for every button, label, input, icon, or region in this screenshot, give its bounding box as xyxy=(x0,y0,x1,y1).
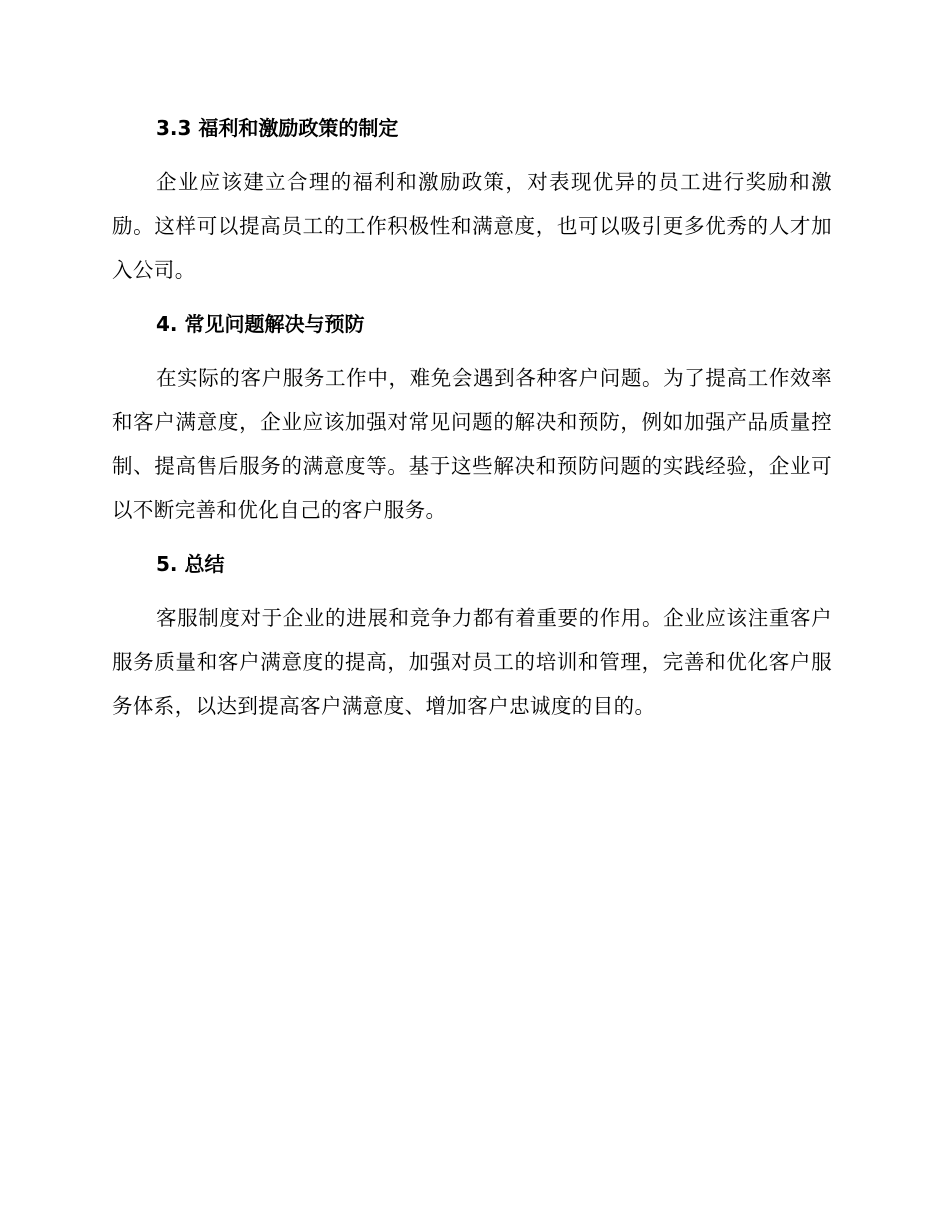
section-heading-benefits: 3.3 福利和激励政策的制定 xyxy=(156,116,399,140)
section-heading-summary: 5. 总结 xyxy=(156,552,225,576)
document-page xyxy=(112,110,832,728)
section-paragraph-problem-solving: 在实际的客户服务工作中，难免会遇到各种客户问题。为了提高工作效率和客户满意度，企业应该加强对常见问题的解决和预防，例如加强产品质量控制、提高售后服务的满意度等。基于这些解决和预防问题的实践经验，企业可以不断完善和优化自己的客户服务。 xyxy=(112,366,832,522)
section-paragraph-benefits: 企业应该建立合理的福利和激励政策，对表现优异的员工进行奖励和激励。这样可以提高员工的工作积极性和满意度，也可以吸引更多优秀的人才加入公司。 xyxy=(112,170,832,282)
section-paragraph-summary: 客服制度对于企业的进展和竞争力都有着重要的作用。企业应该注重客户服务质量和客户满意度的提高，加强对员工的培训和管理，完善和优化客户服务体系，以达到提高客户满意度、增加客户忠诚度的目的。 xyxy=(112,606,832,718)
section-heading-problem-solving: 4. 常见问题解决与预防 xyxy=(156,312,365,336)
